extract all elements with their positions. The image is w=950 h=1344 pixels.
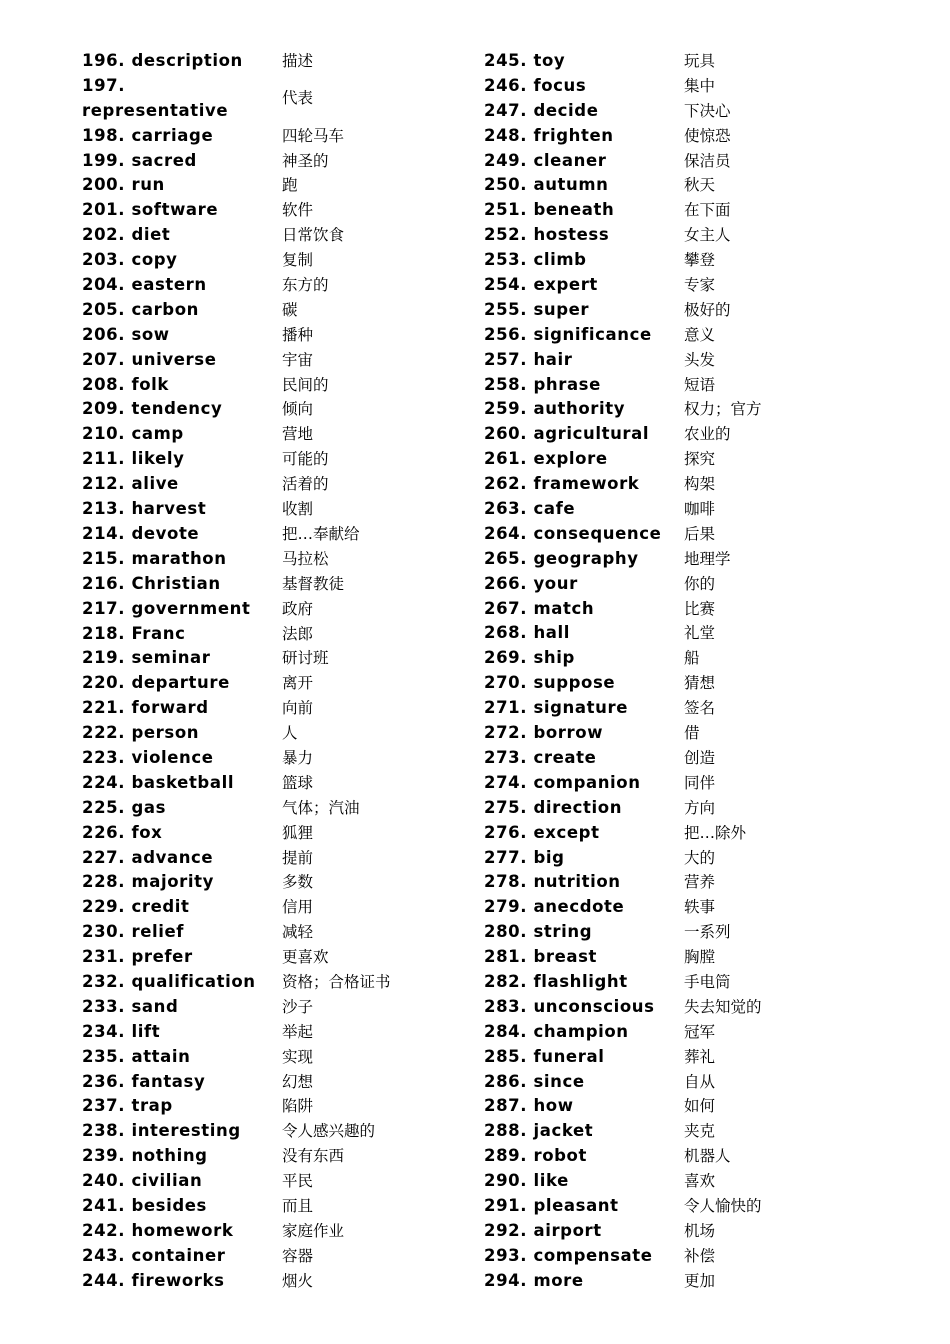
vocab-meaning: 喜欢: [684, 1172, 716, 1191]
vocab-meaning: 气体；汽油: [282, 798, 360, 817]
vocab-word: 221. forward: [82, 698, 209, 718]
vocab-meaning: 离开: [282, 674, 314, 693]
vocab-word: 225. gas: [82, 797, 167, 817]
vocab-meaning: 方向: [684, 798, 716, 817]
vocab-row: [484, 1094, 762, 1119]
vocab-meaning: 陷阱: [282, 1097, 314, 1116]
vocab-word: 218. Franc: [82, 623, 186, 643]
vocab-row: [82, 696, 391, 721]
vocab-word: 284. champion: [484, 1021, 629, 1041]
vocab-word: 196. description: [82, 51, 243, 70]
vocab-word: 230. relief: [82, 922, 185, 942]
vocab-row: [82, 1070, 391, 1095]
vocab-meaning: 提前: [282, 848, 314, 867]
vocab-word: 266. your: [484, 573, 578, 593]
vocab-word: 209. tendency: [82, 399, 223, 419]
vocab-meaning: 日常饮食: [282, 226, 345, 245]
vocab-row: [484, 1020, 762, 1045]
vocab-word: 223. violence: [82, 747, 214, 767]
vocab-word: 200. run: [82, 175, 165, 195]
vocab-word: 210. camp: [82, 424, 184, 444]
vocab-row: [484, 348, 762, 373]
vocab-row: [484, 124, 762, 149]
vocab-meaning: 法郎: [282, 624, 314, 643]
vocab-row: [82, 995, 391, 1020]
vocab-word: 264. consequence: [484, 523, 662, 543]
vocab-meaning: 手电筒: [684, 972, 731, 991]
vocab-meaning: 冠军: [684, 1022, 716, 1041]
vocab-word: 268. hall: [484, 623, 571, 643]
vocab-row: [82, 522, 391, 547]
vocab-word: 241. besides: [82, 1195, 207, 1215]
vocab-word: 235. attain: [82, 1046, 191, 1066]
vocab-row: [484, 721, 762, 746]
vocab-row: [484, 646, 762, 671]
vocab-row: [484, 1119, 762, 1144]
vocab-word: 267. match: [484, 598, 595, 618]
vocab-meaning: 马拉松: [282, 549, 329, 568]
vocab-word: 285. funeral: [484, 1046, 605, 1066]
vocab-row: [484, 746, 762, 771]
vocab-meaning: 更加: [684, 1271, 716, 1290]
vocab-row: [82, 124, 391, 149]
vocab-word: 231. prefer: [82, 947, 193, 967]
vocab-row: [484, 373, 762, 398]
vocab-word: 205. carbon: [82, 299, 200, 319]
vocab-row: [484, 846, 762, 871]
vocab-meaning: 葬礼: [684, 1047, 716, 1066]
vocab-row: [82, 970, 391, 995]
vocab-word: 197. representative: [82, 75, 229, 120]
vocab-word: 248. frighten: [484, 125, 614, 145]
vocab-word: 271. signature: [484, 698, 628, 718]
vocab-row: [82, 547, 391, 572]
vocab-word: 252. hostess: [484, 225, 610, 245]
vocab-row: [82, 348, 391, 373]
vocab-row: [82, 796, 391, 821]
vocab-row: [82, 1020, 391, 1045]
vocab-column-right: [484, 49, 762, 1294]
vocab-meaning: 举起: [282, 1022, 314, 1041]
vocab-row: [82, 821, 391, 846]
vocab-meaning: 如何: [684, 1097, 716, 1116]
vocab-row: [82, 771, 391, 796]
vocab-row: [484, 870, 762, 895]
vocab-row: [82, 149, 391, 174]
vocab-meaning: 幻想: [282, 1072, 314, 1091]
vocab-row: [82, 945, 391, 970]
vocab-row: [484, 422, 762, 447]
vocab-meaning: 创造: [684, 748, 716, 767]
vocab-row: [82, 298, 391, 323]
vocab-word: 233. sand: [82, 996, 179, 1016]
vocab-word: 259. authority: [484, 399, 626, 419]
vocab-meaning: 资格；合格证书: [282, 972, 391, 991]
vocab-row: [484, 796, 762, 821]
vocab-word: 277. big: [484, 847, 565, 867]
vocab-word: 291. pleasant: [484, 1195, 619, 1215]
vocab-word: 208. folk: [82, 374, 169, 394]
vocab-row: [82, 746, 391, 771]
vocab-word: 290. like: [484, 1171, 569, 1191]
vocab-word: 282. flashlight: [484, 971, 628, 991]
vocab-row: [82, 273, 391, 298]
vocab-word: 257. hair: [484, 349, 573, 369]
vocab-word: 211. likely: [82, 449, 185, 469]
vocab-row: [82, 323, 391, 348]
vocab-word: 201. software: [82, 200, 219, 220]
vocab-meaning: 没有东西: [282, 1147, 345, 1166]
vocab-word: 214. devote: [82, 523, 200, 543]
vocab-meaning: 极好的: [684, 300, 731, 319]
vocab-row: [484, 447, 762, 472]
vocab-row: [484, 547, 762, 572]
vocab-word: 286. since: [484, 1071, 585, 1091]
vocab-meaning: 而且: [282, 1196, 314, 1215]
vocab-word: 234. lift: [82, 1021, 161, 1041]
vocab-word: 265. geography: [484, 548, 639, 568]
vocab-row: [484, 572, 762, 597]
vocab-meaning: 同伴: [684, 773, 716, 792]
vocab-word: 244. fireworks: [82, 1270, 225, 1290]
vocab-meaning: 一系列: [684, 923, 731, 942]
vocab-row: [82, 472, 391, 497]
vocab-row: [82, 721, 391, 746]
vocab-meaning: 机场: [684, 1221, 716, 1240]
vocab-meaning: 礼堂: [684, 624, 716, 643]
vocab-row: [82, 173, 391, 198]
vocab-meaning: 大的: [684, 848, 716, 867]
vocab-meaning: 把…除外: [684, 823, 747, 842]
vocab-meaning: 轶事: [684, 898, 716, 917]
vocab-word: 247. decide: [484, 100, 599, 120]
vocab-word: 283. unconscious: [484, 996, 655, 1016]
vocab-word: 207. universe: [82, 349, 217, 369]
vocab-word: 263. cafe: [484, 499, 576, 519]
vocab-word: 213. harvest: [82, 499, 207, 519]
vocab-meaning: 减轻: [282, 923, 314, 942]
vocab-row: [82, 1219, 391, 1244]
vocab-meaning: 秋天: [684, 176, 716, 195]
vocab-meaning: 收割: [282, 500, 314, 519]
vocab-word: 269. ship: [484, 648, 575, 668]
vocab-meaning: 咖啡: [684, 500, 716, 519]
vocab-row: [82, 895, 391, 920]
vocab-word: 204. eastern: [82, 275, 207, 295]
vocab-word: 245. toy: [484, 51, 566, 70]
vocab-word: 255. super: [484, 299, 590, 319]
vocab-meaning: 四轮马车: [282, 126, 345, 145]
vocab-meaning: 探究: [684, 450, 716, 469]
vocab-row: [82, 1244, 391, 1269]
vocab-meaning: 船: [684, 649, 700, 668]
vocab-meaning: 下决心: [684, 101, 731, 120]
vocab-word: 251. beneath: [484, 200, 615, 220]
vocab-row: [484, 821, 762, 846]
vocab-meaning: 夹克: [684, 1122, 716, 1141]
vocab-word: 276. except: [484, 822, 600, 842]
vocab-row: [484, 198, 762, 223]
vocab-meaning: 容器: [282, 1246, 314, 1265]
vocab-word: 232. qualification: [82, 971, 256, 991]
vocab-word: 250. autumn: [484, 175, 609, 195]
vocab-meaning: 多数: [282, 873, 314, 892]
vocab-meaning: 你的: [684, 574, 716, 593]
vocab-word: 278. nutrition: [484, 872, 621, 892]
vocab-row: [484, 1269, 762, 1294]
vocab-word: 260. agricultural: [484, 424, 650, 444]
vocab-word: 270. suppose: [484, 673, 616, 693]
vocab-word: 224. basketball: [82, 772, 235, 792]
vocab-meaning: 令人感兴趣的: [282, 1122, 376, 1141]
vocab-row: [82, 447, 391, 472]
vocab-word: 198. carriage: [82, 125, 214, 145]
vocab-meaning: 地理学: [684, 549, 731, 568]
vocab-row: [484, 621, 762, 646]
vocab-meaning: 研讨班: [282, 649, 329, 668]
vocab-word: 229. credit: [82, 897, 190, 917]
vocab-word: 222. person: [82, 723, 200, 743]
vocab-meaning: 在下面: [684, 201, 731, 220]
vocab-word: 239. nothing: [82, 1146, 208, 1166]
vocab-meaning: 篮球: [282, 773, 314, 792]
vocab-row: [484, 74, 762, 99]
vocab-word: 292. airport: [484, 1220, 602, 1240]
vocab-meaning: 烟火: [282, 1271, 314, 1290]
vocab-meaning: 营地: [282, 425, 314, 444]
vocab-meaning: 人: [282, 724, 298, 743]
vocab-row: [484, 273, 762, 298]
vocab-row: [82, 1144, 391, 1169]
vocab-row: [484, 1244, 762, 1269]
vocab-word: 215. marathon: [82, 548, 227, 568]
vocab-meaning: 女主人: [684, 226, 731, 245]
vocab-row: [484, 970, 762, 995]
vocab-meaning: 使惊恐: [684, 126, 731, 145]
vocab-word: 287. how: [484, 1096, 574, 1116]
vocab-word: 293. compensate: [484, 1245, 653, 1265]
vocab-row: [484, 173, 762, 198]
vocab-row: [82, 248, 391, 273]
vocab-word: 199. sacred: [82, 150, 197, 170]
vocab-meaning: 东方的: [282, 276, 329, 295]
vocab-word: 217. government: [82, 598, 251, 618]
vocab-word: 280. string: [484, 922, 593, 942]
vocab-meaning: 猜想: [684, 674, 716, 693]
vocab-meaning: 狐狸: [282, 823, 314, 842]
vocab-word: 227. advance: [82, 847, 214, 867]
vocab-meaning: 代表: [282, 89, 314, 108]
vocab-row: [484, 1194, 762, 1219]
vocab-word: 206. sow: [82, 324, 170, 344]
vocab-meaning: 后果: [684, 524, 716, 543]
vocab-word: 238. interesting: [82, 1121, 241, 1141]
vocab-word: 203. copy: [82, 250, 178, 270]
vocab-meaning: 签名: [684, 699, 716, 718]
vocab-meaning: 农业的: [684, 425, 731, 444]
vocab-row: [484, 945, 762, 970]
vocab-word: 212. alive: [82, 474, 179, 494]
vocab-word: 243. container: [82, 1245, 226, 1265]
vocab-row: [82, 846, 391, 871]
vocab-row: [484, 771, 762, 796]
vocab-word: 220. departure: [82, 673, 230, 693]
vocab-meaning: 复制: [282, 251, 314, 270]
vocab-row: [484, 149, 762, 174]
vocab-meaning: 民间的: [282, 375, 329, 394]
vocab-word: 226. fox: [82, 822, 163, 842]
vocab-meaning: 描述: [282, 52, 314, 70]
vocab-meaning: 集中: [684, 76, 716, 95]
vocab-meaning: 攀登: [684, 251, 716, 270]
vocab-word: 249. cleaner: [484, 150, 607, 170]
vocab-meaning: 借: [684, 724, 700, 743]
vocab-word: 237. trap: [82, 1096, 173, 1116]
vocab-row: [82, 597, 391, 622]
vocab-meaning: 信用: [282, 898, 314, 917]
vocab-row: [484, 99, 762, 124]
vocab-row: [82, 497, 391, 522]
vocab-meaning: 意义: [684, 325, 716, 344]
vocab-word: 236. fantasy: [82, 1071, 206, 1091]
vocab-meaning: 专家: [684, 276, 716, 295]
vocab-meaning: 自从: [684, 1072, 716, 1091]
vocab-row: [82, 1045, 391, 1070]
vocab-word: 258. phrase: [484, 374, 601, 394]
vocab-meaning: 实现: [282, 1047, 314, 1066]
vocab-row: [82, 74, 391, 124]
vocab-row: [82, 622, 391, 647]
vocab-row: [82, 1194, 391, 1219]
vocab-word: 202. diet: [82, 225, 171, 245]
vocab-word: 288. jacket: [484, 1121, 594, 1141]
vocab-word: 256. significance: [484, 324, 652, 344]
vocab-row: [82, 920, 391, 945]
vocab-row: [82, 646, 391, 671]
vocab-meaning: 可能的: [282, 450, 329, 469]
vocab-word: 216. Christian: [82, 573, 221, 593]
vocab-meaning: 失去知觉的: [684, 997, 762, 1016]
vocab-meaning: 跑: [282, 176, 298, 195]
vocab-meaning: 政府: [282, 599, 314, 618]
vocab-word: 274. companion: [484, 772, 641, 792]
vocab-row: [484, 397, 762, 422]
vocab-word: 273. create: [484, 747, 597, 767]
vocab-word: 219. seminar: [82, 648, 211, 668]
vocab-row: [484, 223, 762, 248]
vocab-row: [484, 49, 762, 74]
vocab-column-left: [82, 49, 391, 1294]
vocab-meaning: 保洁员: [684, 151, 731, 170]
vocab-meaning: 软件: [282, 201, 314, 220]
vocab-meaning: 倾向: [282, 400, 314, 419]
vocab-word: 279. anecdote: [484, 897, 625, 917]
vocab-meaning: 短语: [684, 375, 716, 394]
vocab-meaning: 把…奉献给: [282, 524, 360, 543]
vocab-row: [484, 248, 762, 273]
vocab-row: [484, 671, 762, 696]
vocab-row: [484, 1045, 762, 1070]
vocab-row: [484, 323, 762, 348]
vocab-row: [484, 472, 762, 497]
vocab-row: [82, 572, 391, 597]
vocab-row: [484, 1144, 762, 1169]
vocab-row: [484, 895, 762, 920]
vocab-meaning: 暴力: [282, 748, 314, 767]
vocab-row: [82, 870, 391, 895]
vocab-word: 254. expert: [484, 275, 598, 295]
vocab-row: [82, 198, 391, 223]
vocab-row: [82, 422, 391, 447]
vocab-meaning: 沙子: [282, 997, 314, 1016]
vocab-meaning: 播种: [282, 325, 314, 344]
vocab-meaning: 神圣的: [282, 151, 329, 170]
vocab-row: [82, 49, 391, 74]
vocab-word: 272. borrow: [484, 723, 604, 743]
vocab-word: 253. climb: [484, 250, 587, 270]
vocab-row: [484, 1070, 762, 1095]
vocab-meaning: 平民: [282, 1172, 314, 1191]
vocab-word: 246. focus: [484, 75, 587, 95]
vocab-row: [484, 298, 762, 323]
vocab-meaning: 胸膛: [684, 948, 716, 967]
vocab-meaning: 头发: [684, 350, 716, 369]
vocab-row: [82, 223, 391, 248]
vocab-meaning: 宇宙: [282, 350, 314, 369]
vocab-meaning: 更喜欢: [282, 948, 329, 967]
vocab-word: 240. civilian: [82, 1171, 203, 1191]
vocab-meaning: 补偿: [684, 1246, 716, 1265]
vocab-meaning: 碳: [282, 300, 298, 319]
vocab-word: 281. breast: [484, 947, 598, 967]
vocab-row: [82, 1269, 391, 1294]
vocab-meaning: 家庭作业: [282, 1221, 345, 1240]
vocab-row: [484, 597, 762, 622]
vocab-meaning: 基督教徒: [282, 574, 345, 593]
vocab-row: [484, 920, 762, 945]
vocab-word: 228. majority: [82, 872, 215, 892]
vocab-row: [484, 696, 762, 721]
vocab-row: [484, 995, 762, 1020]
vocab-row: [82, 671, 391, 696]
vocab-row: [484, 522, 762, 547]
vocab-row: [82, 373, 391, 398]
vocab-word: 242. homework: [82, 1220, 234, 1240]
vocab-meaning: 构架: [684, 475, 716, 494]
vocab-word: 262. framework: [484, 474, 640, 494]
vocab-word: 261. explore: [484, 449, 608, 469]
vocab-word: 289. robot: [484, 1146, 587, 1166]
vocab-meaning: 机器人: [684, 1147, 731, 1166]
vocab-meaning: 向前: [282, 699, 314, 718]
vocab-meaning: 营养: [684, 873, 716, 892]
vocab-meaning: 活着的: [282, 475, 329, 494]
vocab-row: [82, 1169, 391, 1194]
vocab-row: [484, 497, 762, 522]
vocab-row: [82, 1119, 391, 1144]
vocab-row: [484, 1219, 762, 1244]
vocab-row: [82, 397, 391, 422]
vocab-meaning: 玩具: [684, 52, 716, 70]
vocab-meaning: 比赛: [684, 599, 716, 618]
vocab-meaning: 令人愉快的: [684, 1196, 762, 1215]
vocab-row: [484, 1169, 762, 1194]
vocab-row: [82, 1094, 391, 1119]
vocab-word: 275. direction: [484, 797, 623, 817]
vocab-word: 294. more: [484, 1270, 584, 1290]
vocab-meaning: 权力；官方: [684, 400, 762, 419]
